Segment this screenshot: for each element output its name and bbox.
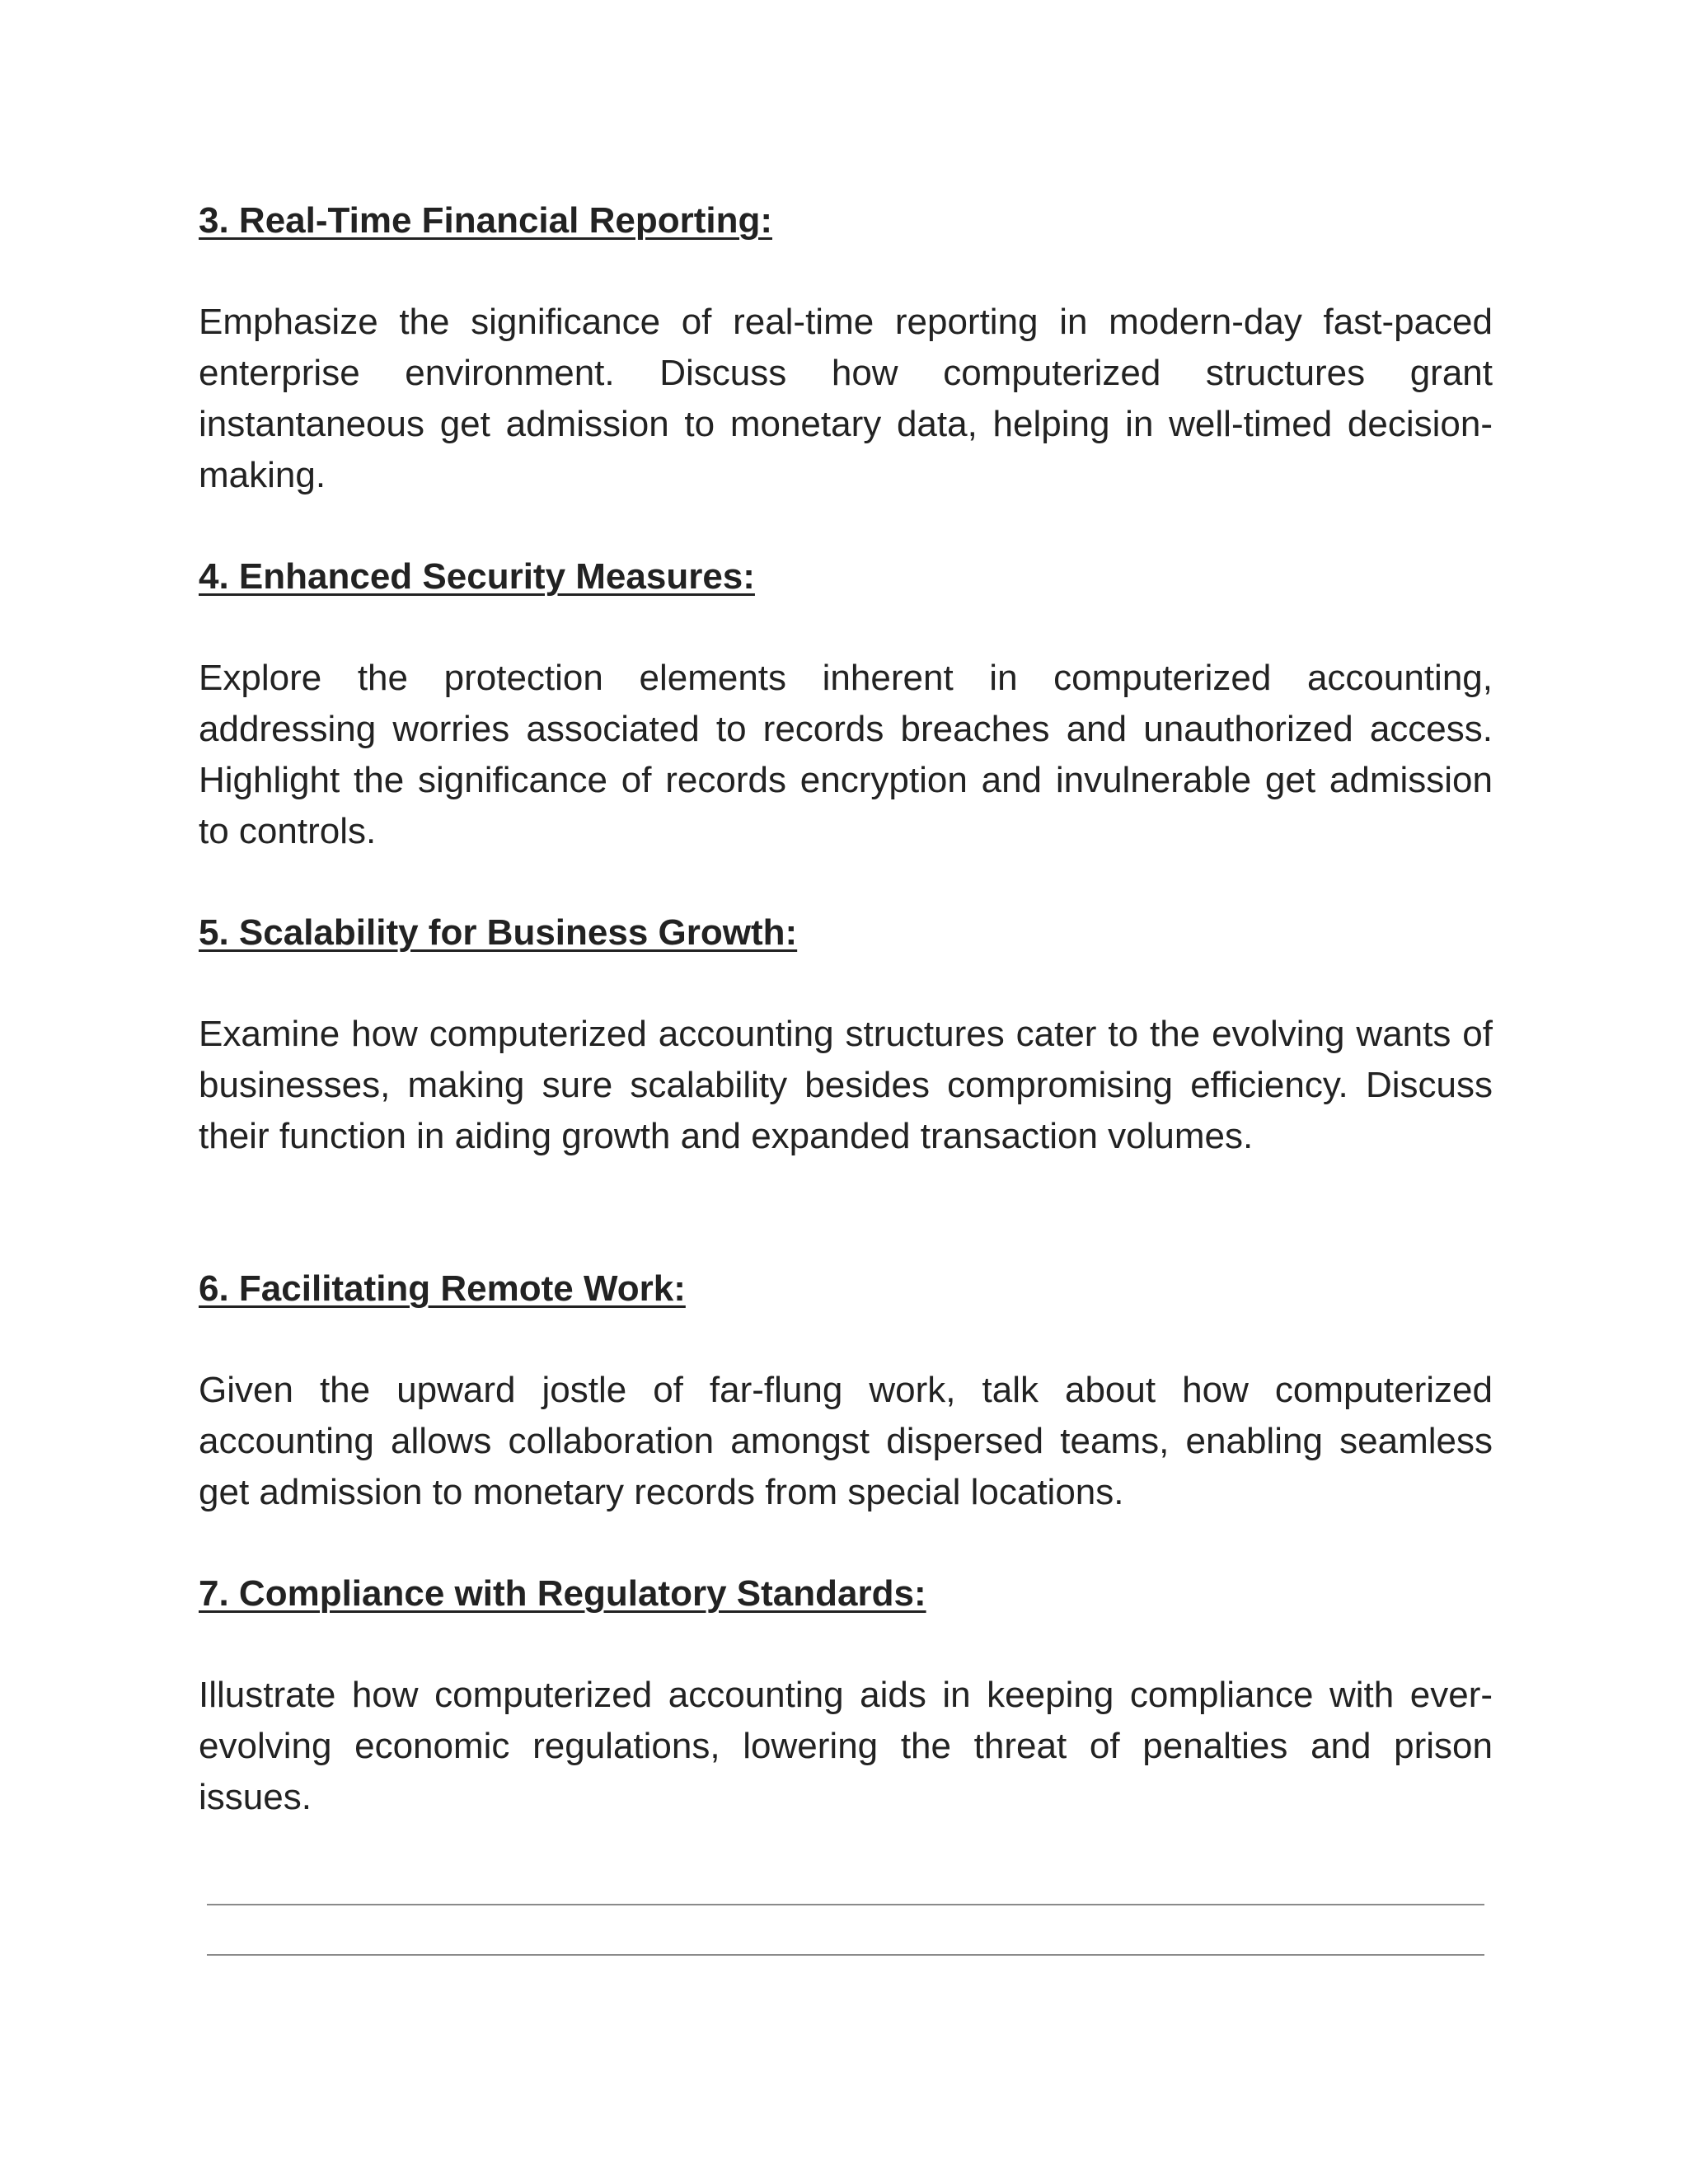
section-body-security-measures: Explore the protection elements inherent in computerized accounting, addressing worries associated to records breaches and unauthorized access. Highlight the significance of records encryption and invulnerable get admission to controls. bbox=[199, 658, 1493, 851]
section-body-regulatory-compliance: Illustrate how computerized accounting aids in keeping compliance with ever-evolving economic regulations, lowering the threat of penalties and prison issues. bbox=[199, 1675, 1493, 1817]
section-heading-real-time-reporting: 3. Real-Time Financial Reporting: bbox=[199, 200, 772, 241]
section-body-scalability: Examine how computerized accounting structures cater to the evolving wants of businesses, making sure scalability besides compromising efficiency. Discuss their function in aiding growth and expanded transaction volumes. bbox=[199, 1014, 1493, 1156]
section-body-real-time-reporting: Emphasize the significance of real-time reporting in modern-day fast-paced enterprise environment. Discuss how computerized structures grant instantaneous get admission to monetary data, helping in well-timed decision-making. bbox=[199, 302, 1493, 495]
section-heading-regulatory-compliance: 7. Compliance with Regulatory Standards: bbox=[199, 1573, 926, 1614]
section-heading-scalability: 5. Scalability for Business Growth: bbox=[199, 912, 798, 953]
section-heading-remote-work: 6. Facilitating Remote Work: bbox=[199, 1268, 686, 1309]
section-heading-security-measures: 4. Enhanced Security Measures: bbox=[199, 556, 755, 597]
horizontal-rule-top bbox=[207, 1904, 1484, 1905]
horizontal-rule-bottom bbox=[207, 1954, 1484, 1956]
section-body-remote-work: Given the upward jostle of far-flung work, talk about how computerized accounting allows collaboration amongst dispersed teams, enabling seamless get admission to monetary records from special locations. bbox=[199, 1370, 1493, 1512]
